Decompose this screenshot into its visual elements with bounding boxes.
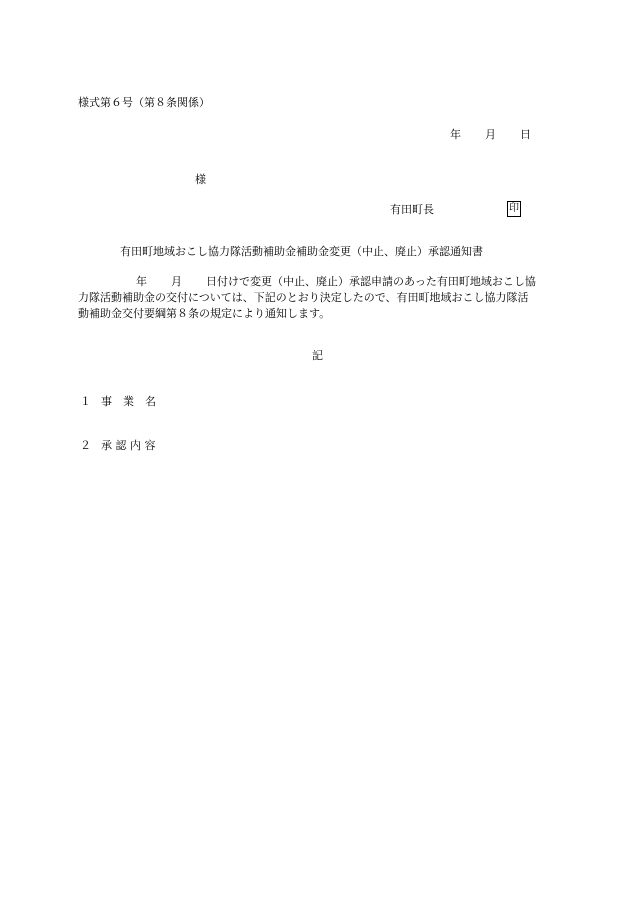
addressee-honorific: 様	[195, 173, 206, 186]
date-year: 年	[450, 128, 461, 141]
body-line-1-text: 日付けで変更（中止、廃止）承認申請のあった有田町地域おこし協	[206, 275, 536, 288]
item-label: 事 業 名	[101, 395, 156, 408]
date-day: 日	[520, 128, 531, 141]
item-label: 承 認 内 容	[101, 439, 156, 452]
ki-heading: 記	[312, 349, 323, 362]
document-title: 有田町地域おこし協力隊活動補助金補助金変更（中止、廃止）承認通知書	[120, 245, 483, 258]
issuer-title: 有田町長	[390, 203, 434, 216]
item-business-name	[80, 395, 156, 409]
body-line-1	[78, 274, 558, 290]
body-paragraph	[78, 274, 558, 322]
date-month: 月	[485, 128, 496, 141]
body-year: 年	[136, 275, 147, 288]
item-approval-content	[80, 439, 156, 453]
item-number: １	[80, 395, 91, 408]
body-line-3: 動補助金交付要綱第８条の規定により通知します。	[78, 307, 331, 320]
body-month: 月	[171, 275, 182, 288]
date-line	[450, 128, 531, 142]
form-number: 様式第６号（第８条関係）	[78, 96, 210, 109]
seal-mark: 印	[507, 201, 521, 217]
body-line-2: 力隊活動補助金の交付については、下記のとおり決定したので、有田町地域おこし協力隊活	[78, 291, 529, 304]
item-number: ２	[80, 439, 91, 452]
